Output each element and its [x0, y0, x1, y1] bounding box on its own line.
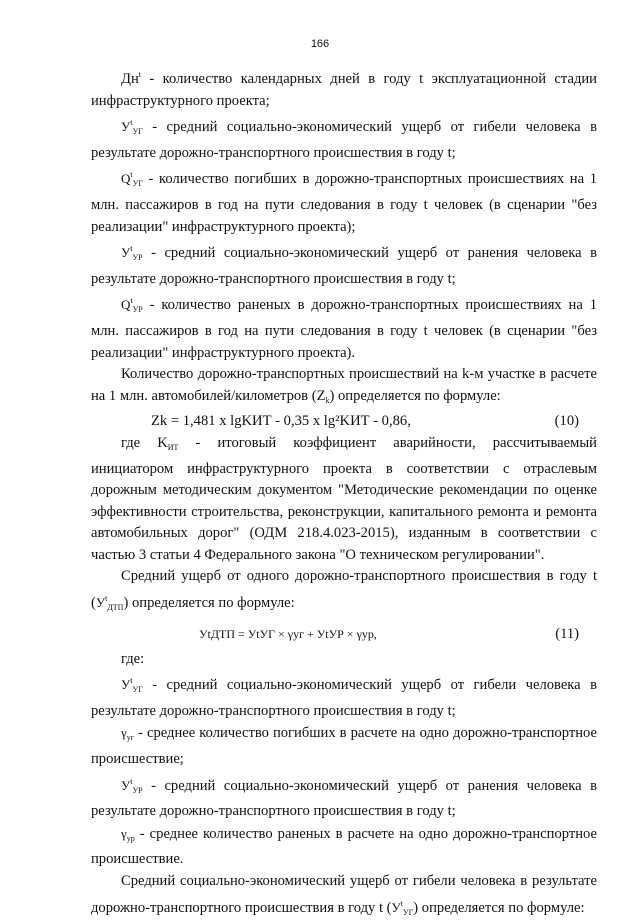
document-body — [91, 64, 597, 923]
formula-11-expression: УtДТП = УtУГ × γуг + УtУР × γур, — [199, 626, 377, 641]
formula-11-number: (11) — [555, 625, 579, 642]
definition2-u-ug: $У^t_{УГ}$ - средний социально-экономический ущерб от гибели человека в результате дорожно-транспортного происшествия в году t; — [91, 676, 597, 719]
definition-q-ur: $Q^t_{УР}$ - количество раненых в дорожно-транспортных происшествиях на 1 млн. пассажиров в год на пути следования в году t человек (в сценарии "без реализации" инфраструктурного проекта). — [91, 296, 597, 361]
definition-u-ug: $У^t_{УГ}$ - средний социально-экономический ущерб от гибели человека в результате дорожно-транспортного происшествия в году t; — [91, 118, 597, 161]
paragraph-average-damage: Средний ущерб от одного дорожно-транспортного происшествия в году t $(У^t_{ДТП})$ определяется по формуле: — [91, 568, 597, 613]
formula-10-expression: Zk = 1,481 x lgKИТ - 0,35 x lg²KИТ - 0,86, — [151, 413, 411, 430]
definition2-gamma-ur: $\gamma_{ур}$ - среднее количество раненых в расчете на одно дорожно-транспортное происшествие. — [91, 825, 597, 868]
page-number: 166 — [310, 38, 330, 50]
where-label: где: — [121, 650, 145, 667]
formula-10-number: (10) — [554, 413, 579, 430]
symbol: Дн — [121, 71, 139, 87]
definition-u-ur: $У^t_{УР}$ - средний социально-экономический ущерб от ранения человека в результате дорожно-транспортного происшествия в году t; — [91, 244, 597, 287]
definition2-gamma-ug: $\gamma_{уг}$ - среднее количество погибших в расчете на одно дорожно-транспортное происшествие; — [91, 725, 597, 768]
paragraph-zk: Количество дорожно-транспортных происшествий на k-м участке в расчете на 1 млн. автомобилей/километров $(Z_k)$ определяется по формуле: — [91, 366, 597, 405]
definition2-u-ur: $У^t_{УР}$ - средний социально-экономический ущерб от ранения человека в результате дорожно-транспортного происшествия в году t; — [91, 776, 597, 820]
formula-10 — [91, 411, 597, 433]
paragraph-kit: где $K_{ИТ}$ - итоговый коэффициент аварийности, рассчитываемый инициатором инфраструктурного проекта в соответствии с отраслевым дорожным методическим документом "Методические рекомендации по оценке эффективности строительства, реконструкции, капитального ремонта и ремонта автомобильных дорог" (ОДМ 218.4.023-2015), изданным в соответствии с частью 3 статьи 4 Федерального закона "О техническом регулировании". — [91, 434, 597, 563]
definition-q-ug: $Q^t_{УГ}$ - количество погибших в дорожно-транспортных происшествиях на 1 млн. пассажиров в год на пути следования в году t человек (в сценарии "без реализации" инфраструктурного проекта); — [91, 170, 597, 235]
definition-dn: $Дн^t$ - количество календарных дней в году t эксплуатационной стадии инфраструктурного проекта; — [91, 70, 597, 109]
paragraph-final: Средний социально-экономический ущерб от гибели человека в результате дорожно-транспортного происшествия в году t $(У^t_{УГ})$ определяется по формуле: — [91, 873, 597, 917]
formula-11 — [91, 619, 597, 649]
